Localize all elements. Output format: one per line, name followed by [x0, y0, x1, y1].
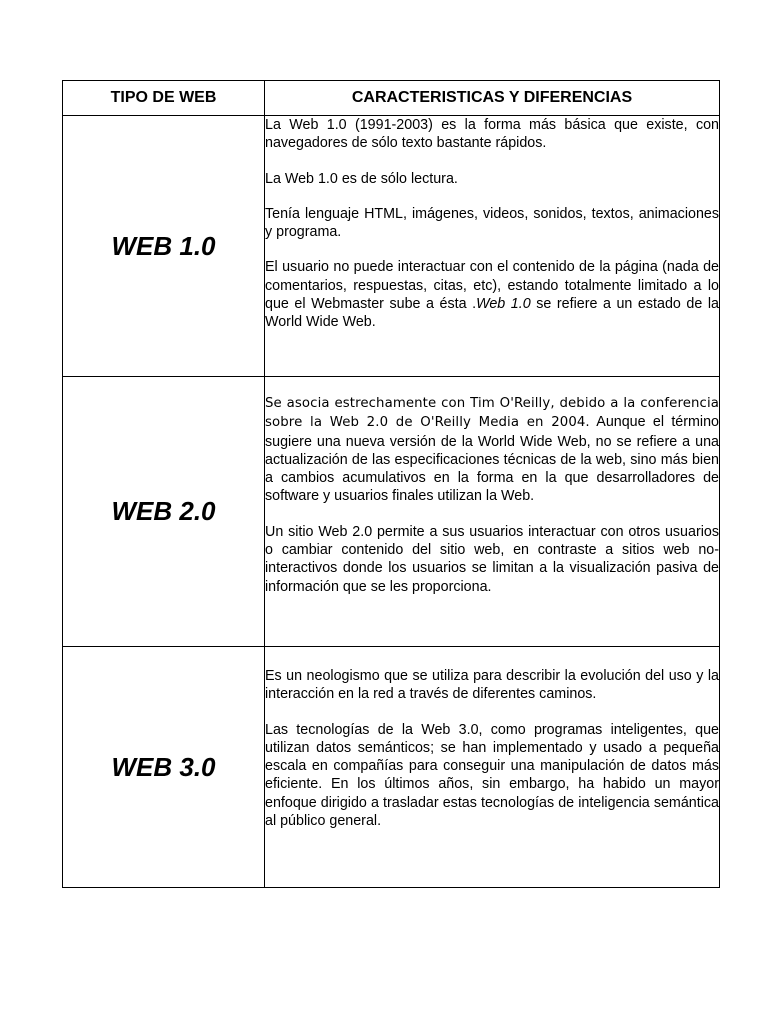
- paragraph: La Web 1.0 es de sólo lectura.: [265, 170, 458, 187]
- web-comparison-table: [62, 80, 720, 888]
- paragraph: Las tecnologías de la Web 3.0, como programas inteligentes, que utilizan datos semánticos; se han implementado y usado a pequeña escala en compañías para conseguir una manipulación de datos más eficiente. En los últimos años, sin embargo, ha habido un mayor enfoque dirigido a trasladar estas tecnologías de inteligencia semántica al público general.: [265, 721, 719, 830]
- web-type-label: WEB 2.0: [63, 377, 265, 647]
- table-row: [63, 647, 720, 888]
- text-segment: Aunque el término sugiere una nueva versión de la World Wide Web, no se refiere a una actualización de las especificaciones técnicas de la web, sino más bien a cambios acumulativos en la forma en la que desarrolladores de software y usuarios finales utilizan la Web.: [265, 414, 719, 505]
- web-type-label: WEB 1.0: [63, 116, 265, 377]
- paragraph: [265, 394, 719, 506]
- text-segment: Se asocia estrechamente con Tim O'Reilly, debido a la conferencia sobre la Web 2.0 de O'Reilly Media en 2004.: [265, 396, 719, 431]
- web-type-label: WEB 3.0: [63, 647, 265, 888]
- table-row: [63, 377, 720, 647]
- header-features: CARACTERISTICAS Y DIFERENCIAS: [265, 81, 720, 116]
- paragraph: [265, 258, 719, 331]
- text-segment: se refiere a un estado de la World Wide Web.: [265, 296, 719, 331]
- paragraph: Un sitio Web 2.0 permite a sus usuarios interactuar con otros usuarios o cambiar contenido del sitio web, en contraste a sitios web no-interactivos donde los usuarios se limitan a la visualización pasiva de información que se les proporciona.: [265, 523, 719, 595]
- italic-text-segment: Web 1.0: [476, 296, 531, 313]
- web-description: [265, 116, 720, 377]
- table-row: [63, 116, 720, 377]
- header-type: TIPO DE WEB: [63, 81, 265, 116]
- web-description: [265, 647, 720, 888]
- text-segment: El usuario no puede interactuar con el contenido de la página (nada de comentarios, respuestas, citas, etc), estando totalmente limitado a lo que el Webmaster sube a ésta .: [265, 259, 719, 313]
- web-description: [265, 377, 720, 647]
- table-header-row: [63, 81, 720, 116]
- paragraph: Es un neologismo que se utiliza para describir la evolución del uso y la interacción en la red a través de diferentes caminos.: [265, 668, 719, 703]
- paragraph: La Web 1.0 (1991-2003) es la forma más básica que existe, con navegadores de sólo texto bastante rápidos.: [265, 117, 719, 152]
- paragraph: Tenía lenguaje HTML, imágenes, videos, sonidos, textos, animaciones y programa.: [265, 205, 719, 241]
